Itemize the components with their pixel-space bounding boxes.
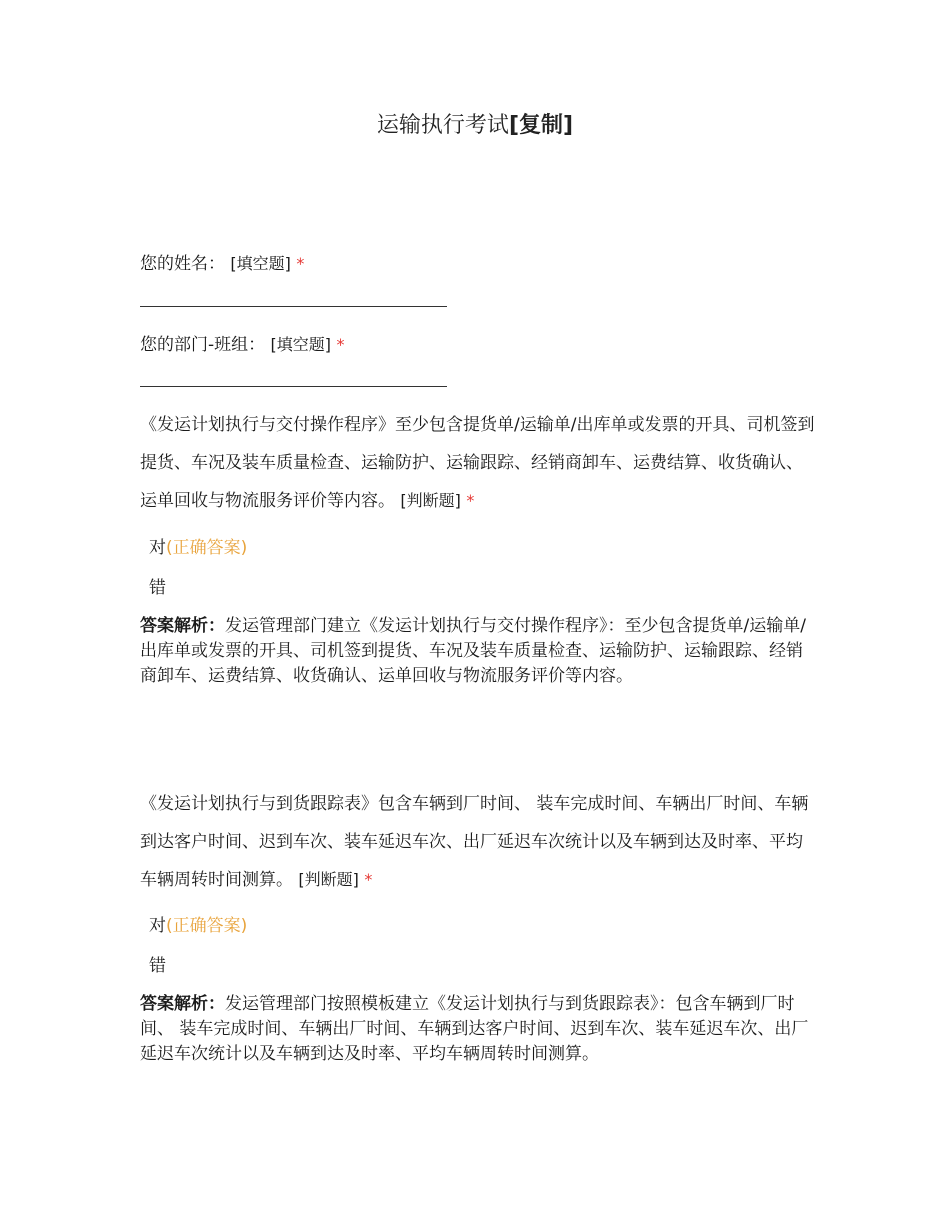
question-name: [140, 251, 815, 277]
question-title: [140, 785, 815, 899]
option-label[interactable]: 错: [149, 956, 166, 976]
analysis-label: 答案解析：: [140, 994, 225, 1014]
question-type: [填空题]: [230, 254, 291, 273]
option-true[interactable]: [140, 913, 815, 939]
question-text: 《发运计划执行与交付操作程序》至少包含提货单/运输单/出库单或发票的开具、司机签到提货、车况及装车质量检查、运输防护、运输跟踪、经销商卸车、运费结算、收货确认、运单回收与物流服务评价等内容。: [140, 415, 815, 511]
question-title: [140, 406, 815, 520]
question-type: [判断题]: [298, 870, 359, 889]
correct-answer-note: (正确答案): [166, 538, 248, 558]
name-answer-line[interactable]: [140, 306, 815, 307]
required-mark: *: [336, 335, 345, 354]
title-main: 运输执行考试: [376, 113, 509, 138]
question-text: 您的姓名：: [140, 254, 225, 274]
option-false[interactable]: [140, 575, 815, 601]
answer-analysis: [140, 614, 815, 689]
page-title: [0, 110, 950, 142]
option-label[interactable]: 对: [149, 916, 166, 936]
question-text: 《发运计划执行与到货跟踪表》包含车辆到厂时间、 装车完成时间、车辆出厂时间、车辆到达客户时间、迟到车次、装车延迟车次、出厂延迟车次统计以及车辆到达及时率、平均车辆周转时间测算。: [140, 794, 809, 890]
question-type: [填空题]: [270, 335, 332, 354]
analysis-text: 发运管理部门按照模板建立《发运计划执行与到货跟踪表》：包含车辆到厂时间、 装车完成时间、车辆出厂时间、车辆到达客户时间、迟到车次、装车延迟车次、出厂延迟车次统计以及车辆到达及时率、平均车辆周转时间测算。: [140, 994, 809, 1064]
analysis-text: 发运管理部门建立《发运计划执行与交付操作程序》：至少包含提货单/运输单/出库单或发票的开具、司机签到提货、车况及装车质量检查、运输防护、运输跟踪、经销商卸车、运费结算、收货确认、运单回收与物流服务评价等内容。: [140, 616, 806, 686]
option-true[interactable]: [140, 535, 815, 561]
department-answer-line[interactable]: [140, 386, 815, 387]
question-judge-2: [140, 785, 815, 899]
correct-answer-note: (正确答案): [166, 916, 248, 936]
required-mark: *: [364, 870, 373, 889]
question-title: [140, 251, 815, 277]
analysis-label: 答案解析：: [140, 616, 225, 636]
question-text: 您的部门-班组：: [140, 335, 266, 355]
fill-blank-line[interactable]: [140, 386, 447, 387]
question-department: [140, 332, 815, 358]
question-title: [140, 332, 815, 358]
fill-blank-line[interactable]: [140, 306, 447, 307]
title-suffix: [复制]: [508, 113, 574, 138]
option-label[interactable]: 对: [149, 538, 166, 558]
question-type: [判断题]: [400, 491, 461, 510]
option-label[interactable]: 错: [149, 578, 166, 598]
answer-analysis: [140, 992, 815, 1067]
option-false[interactable]: [140, 953, 815, 979]
required-mark: *: [296, 254, 305, 273]
question-judge-1: [140, 406, 815, 520]
required-mark: *: [466, 491, 475, 510]
